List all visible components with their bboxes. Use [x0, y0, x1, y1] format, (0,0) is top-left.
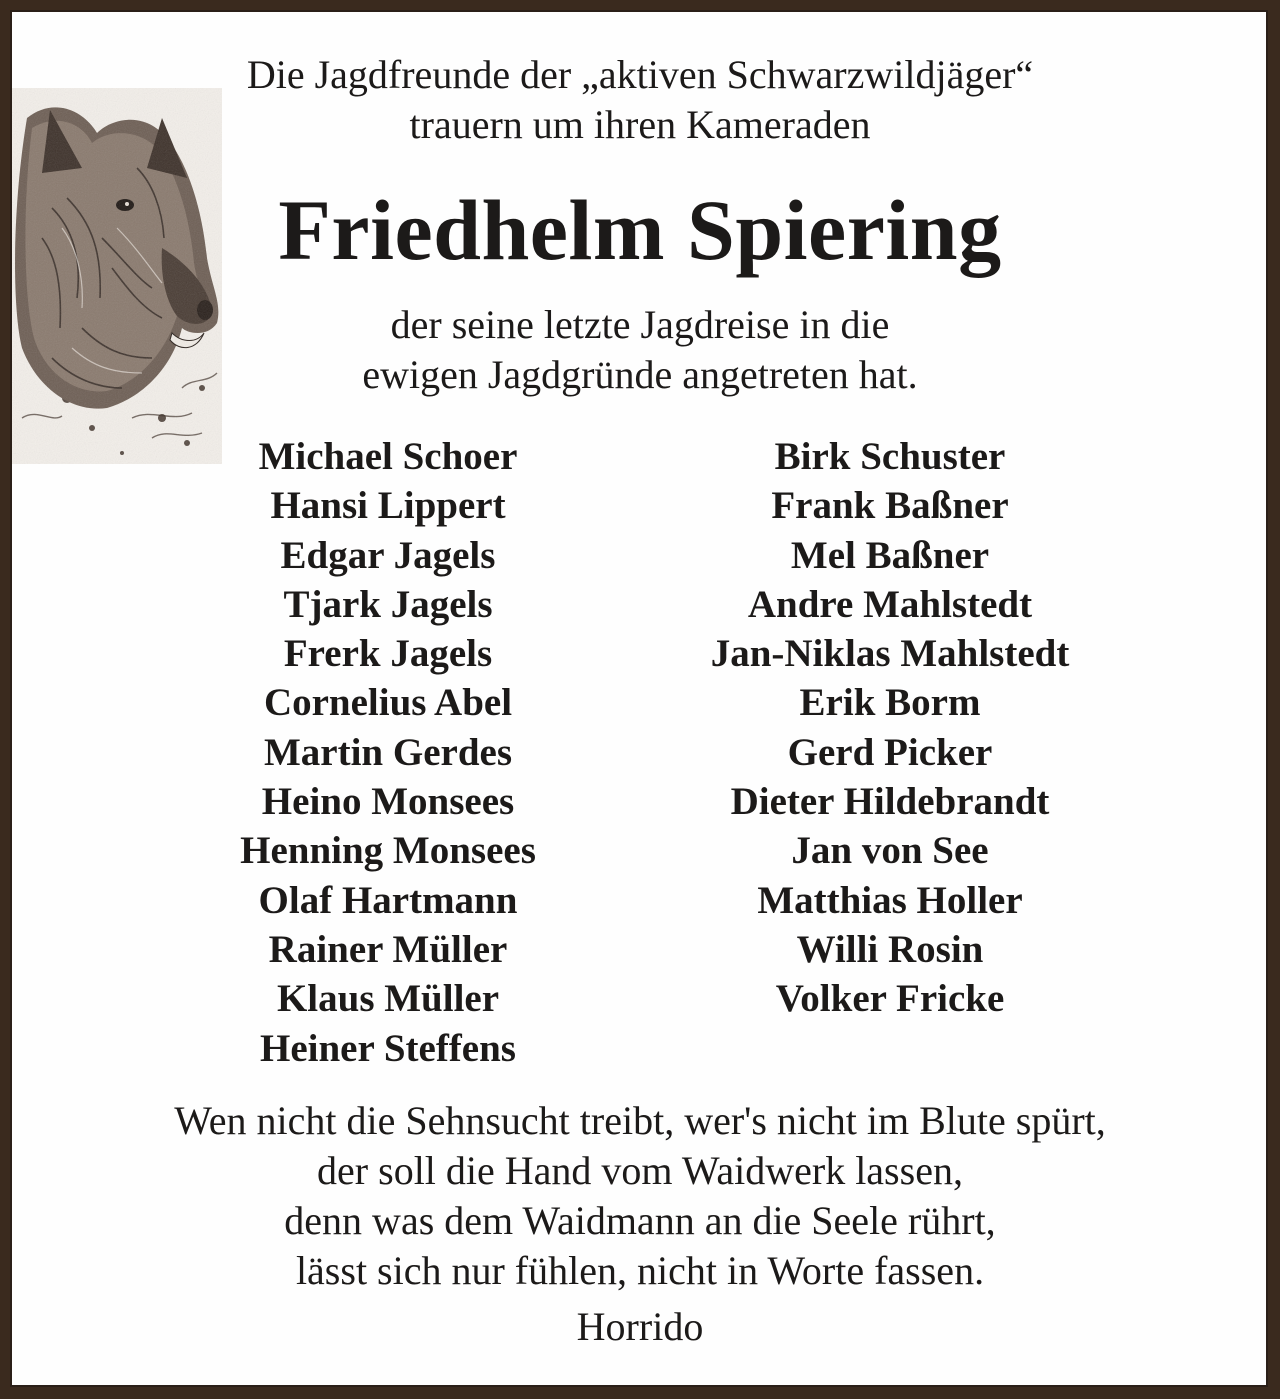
- mourner-name: Erik Borm: [799, 681, 981, 725]
- mourner-name: Dieter Hildebrandt: [730, 780, 1050, 824]
- mourner-name: Tjark Jagels: [283, 582, 493, 626]
- mourner-name: Edgar Jagels: [280, 533, 496, 577]
- poem-line-4: lässt sich nur fühlen, nicht in Worte fassen.: [295, 1248, 985, 1293]
- subtitle-line-2: ewigen Jagdgründe angetreten hat.: [362, 352, 918, 397]
- mourner-name: Jan-Niklas Mahlstedt: [710, 632, 1070, 676]
- mourner-name: Frank Baßner: [771, 484, 1009, 528]
- mourner-name: Mel Baßner: [790, 533, 990, 577]
- mourner-name: Olaf Hartmann: [258, 878, 518, 922]
- deceased-name: Friedhelm Spiering: [278, 182, 1002, 278]
- mourner-name: Birk Schuster: [774, 435, 1006, 478]
- mourner-name: Heiner Steffens: [260, 1026, 516, 1070]
- mourners-list-right: [690, 432, 1090, 1024]
- poem-line-1: Wen nicht die Sehnsucht treibt, wer's nicht im Blute spürt,: [174, 1098, 1106, 1143]
- mourner-name: Jan von See: [791, 829, 989, 873]
- mourner-name: Michael Schoer: [258, 435, 518, 478]
- mourner-name: Martin Gerdes: [263, 730, 512, 774]
- mourner-name: Matthias Holler: [757, 878, 1023, 922]
- header-line-1: Die Jagdfreunde der „aktiven Schwarzwildjäger“: [246, 52, 1034, 97]
- mourner-name: Cornelius Abel: [263, 681, 513, 725]
- mourner-name: Rainer Müller: [268, 927, 508, 971]
- poem-line-2: der soll die Hand vom Waidwerk lassen,: [317, 1148, 963, 1193]
- mourner-name: Heino Monsees: [261, 780, 515, 824]
- mourner-name: Volker Fricke: [775, 977, 1005, 1021]
- memorial-poem: [0, 1096, 1280, 1296]
- header-line-2: trauern um ihren Kameraden: [409, 102, 871, 147]
- subtitle-line-1: der seine letzte Jagdreise in die: [390, 302, 890, 347]
- mourner-name: Andre Mahlstedt: [747, 582, 1033, 626]
- mourner-name: Klaus Müller: [276, 977, 500, 1021]
- poem-line-3: denn was dem Waidmann an die Seele rührt,: [284, 1198, 996, 1243]
- closing-word: Horrido: [576, 1304, 704, 1349]
- mourner-name: Henning Monsees: [240, 829, 536, 873]
- mourner-name: Willi Rosin: [796, 927, 984, 971]
- mourner-name: Frerk Jagels: [283, 632, 493, 676]
- mourner-name: Hansi Lippert: [270, 484, 506, 528]
- mourners-list-left: [188, 432, 588, 1073]
- notice-subtitle: [0, 300, 1280, 400]
- mourner-name: Gerd Picker: [787, 730, 993, 774]
